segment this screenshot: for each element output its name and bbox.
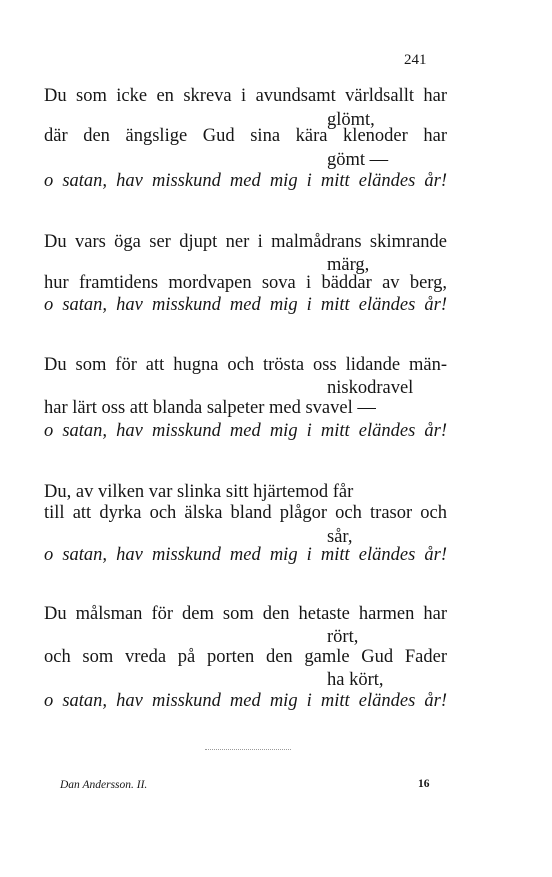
refrain-line: o satan, hav misskund med mig i mitt eländes år! [44, 171, 447, 191]
footer-author-volume: Dan Andersson. II. [60, 779, 148, 791]
verse-line: där den ängslige Gud sina kära klenoder har [44, 126, 447, 146]
verse-line: har lärt oss att blanda salpeter med svavel — [44, 398, 376, 418]
refrain-line: o satan, hav misskund med mig i mitt eländes år! [44, 691, 447, 711]
verse-line: Du, av vilken var slinka sitt hjärtemod får [44, 482, 354, 502]
refrain-line: o satan, hav misskund med mig i mitt eländes år! [44, 421, 447, 441]
verse-line: Du som icke en skreva i avundsamt världsallt har [44, 86, 447, 106]
verse-line-continuation: glömt, [327, 110, 375, 130]
verse-line-continuation: rört, [327, 627, 359, 647]
page-number: 241 [404, 52, 427, 68]
verse-line: Du vars öga ser djupt ner i malmådrans skimrande [44, 232, 447, 252]
verse-line: till att dyrka och älska bland plågor och trasor och [44, 503, 447, 523]
footer-signature-mark: 16 [418, 778, 430, 790]
verse-line-continuation: gömt — [327, 150, 389, 170]
verse-line-continuation: sår, [327, 527, 353, 547]
verse-line: och som vreda på porten den gamle Gud Fader [44, 647, 447, 667]
verse-line: Du som för att hugna och trösta oss lidande män- [44, 355, 447, 375]
refrain-line: o satan, hav misskund med mig i mitt eländes år! [44, 295, 447, 315]
verse-line: hur framtidens mordvapen sova i bäddar av berg, [44, 273, 447, 293]
verse-line: Du målsman för dem som den hetaste harmen har [44, 604, 447, 624]
verse-line-continuation: ha kört, [327, 670, 384, 690]
printer-rule [205, 749, 291, 750]
verse-line-continuation: märg, [327, 255, 370, 275]
verse-line-continuation: niskodravel [327, 378, 414, 398]
refrain-line: o satan, hav misskund med mig i mitt eländes år! [44, 545, 447, 565]
